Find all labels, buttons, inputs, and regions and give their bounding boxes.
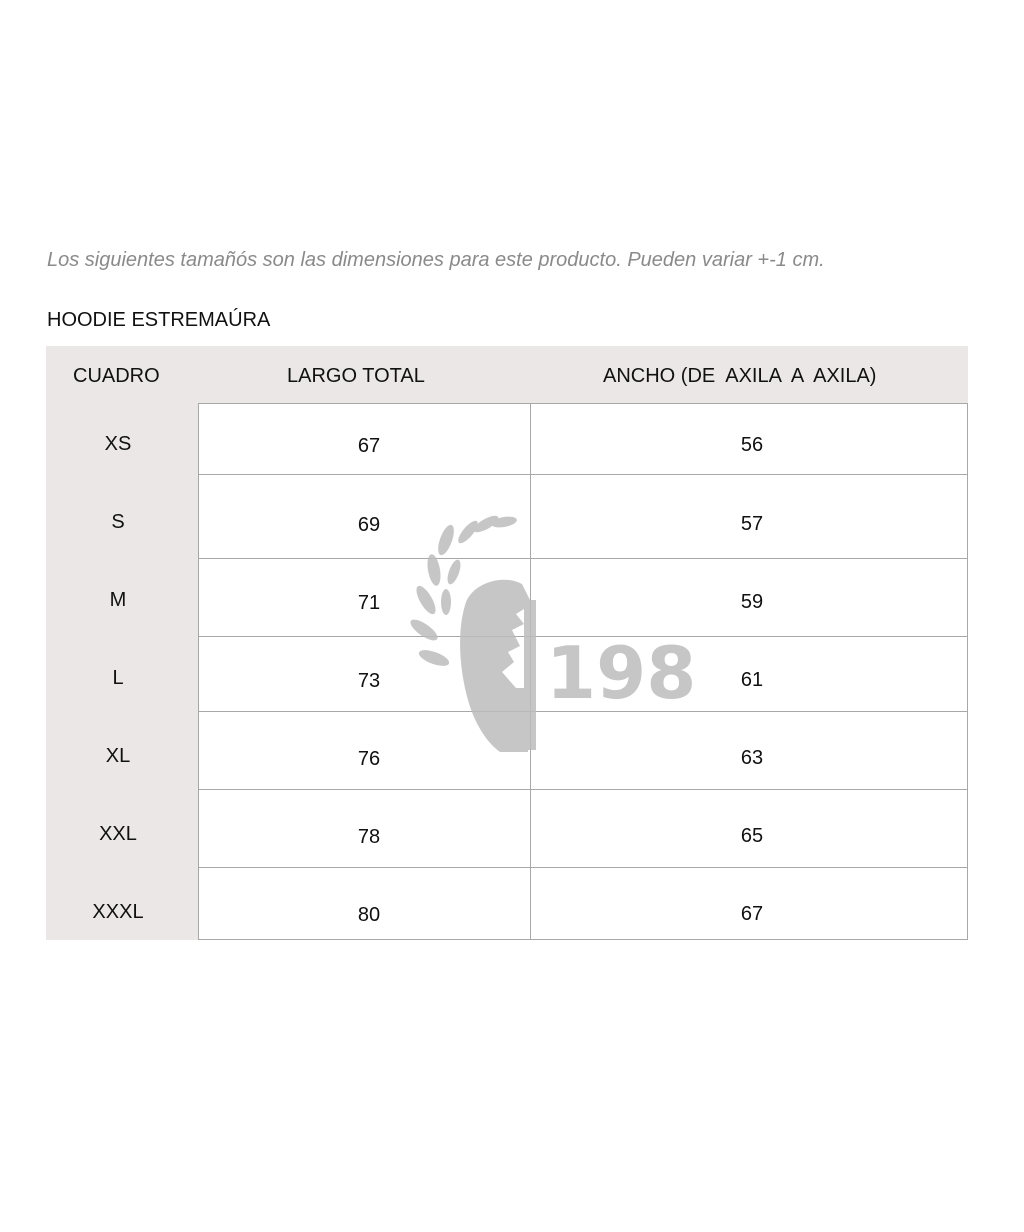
column-divider (530, 404, 531, 939)
largo-value: 73 (357, 670, 381, 692)
size-label: XL (105, 745, 131, 767)
largo-value: 69 (357, 514, 381, 536)
row-divider (199, 789, 967, 790)
intro-text: Los siguientes tamañós son las dimensiones para este producto. Pueden variar +-1 cm. (47, 249, 825, 271)
ancho-value: 63 (740, 747, 764, 769)
size-label: XS (104, 433, 132, 455)
ancho-value: 65 (740, 825, 764, 847)
row-divider (199, 711, 967, 712)
product-title: HOODIE ESTREMAÚRA (47, 309, 271, 331)
header-cuadro: CUADRO (73, 365, 160, 387)
ancho-value: 59 (740, 591, 764, 613)
row-divider (199, 558, 967, 559)
size-label: L (112, 667, 124, 689)
ancho-value: 57 (740, 513, 764, 535)
watermark-number: 198 (546, 631, 697, 715)
size-label: M (109, 589, 127, 611)
size-label: S (111, 511, 125, 533)
largo-value: 67 (357, 435, 381, 457)
header-ancho: ANCHO (DE AXILA A AXILA) (603, 365, 877, 387)
largo-value: 71 (357, 592, 381, 614)
size-table (46, 346, 968, 940)
row-divider (199, 474, 967, 475)
largo-value: 78 (357, 826, 381, 848)
row-divider (199, 867, 967, 868)
size-label: XXXL (92, 901, 144, 923)
ancho-value: 56 (740, 434, 764, 456)
largo-value: 76 (357, 748, 381, 770)
row-divider (199, 636, 967, 637)
largo-value: 80 (357, 904, 381, 926)
measurement-grid (198, 403, 968, 940)
ancho-value: 67 (740, 903, 764, 925)
header-largo-total: LARGO TOTAL (287, 365, 425, 387)
ancho-value: 61 (740, 669, 764, 691)
size-label: XXL (99, 823, 137, 845)
